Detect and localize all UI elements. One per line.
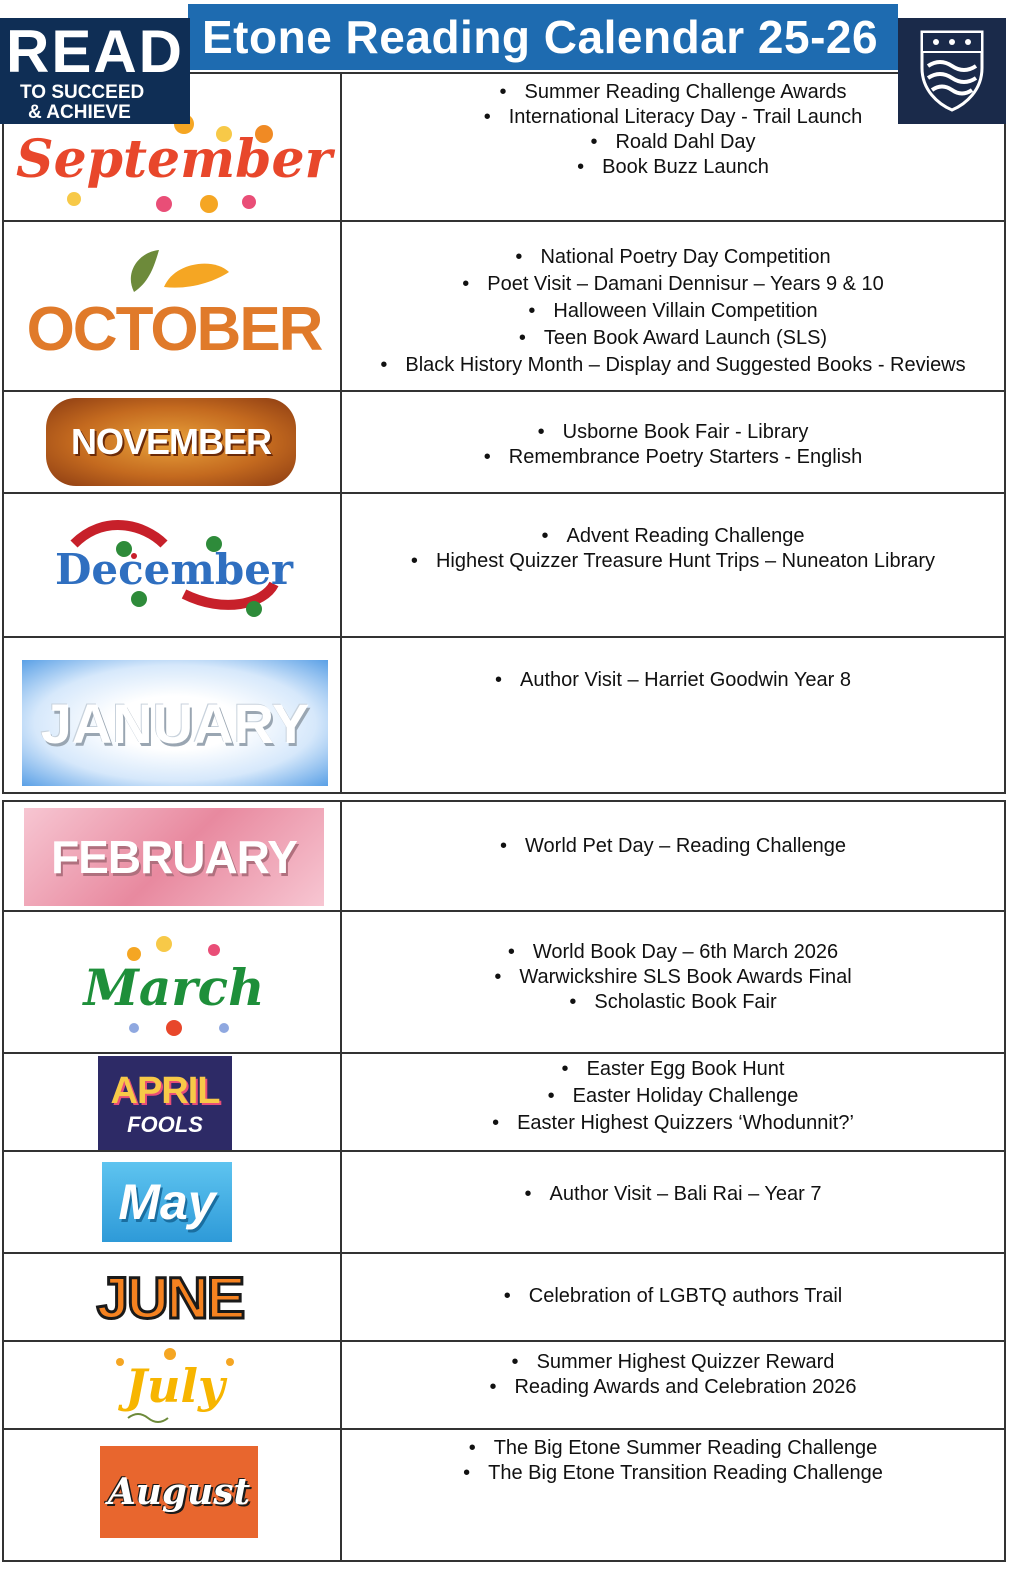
- events-cell: [342, 802, 1004, 910]
- month-label: APRIL: [110, 1070, 220, 1112]
- month-label: July: [125, 1359, 225, 1413]
- event-item: • International Literacy Day - Trail Launch: [342, 105, 1004, 130]
- month-label: JANUARY: [40, 691, 310, 755]
- event-item: • Teen Book Award Launch (SLS): [342, 325, 1004, 352]
- month-label: December: [54, 544, 294, 594]
- page-title: Etone Reading Calendar 25-26: [202, 11, 879, 63]
- events-cell: [342, 638, 1004, 792]
- month-row-june: [2, 1254, 1006, 1342]
- month-row-february: [2, 800, 1006, 912]
- month-image-cell: [4, 494, 342, 636]
- events-cell: [342, 1430, 1004, 1560]
- events-cell: [342, 494, 1004, 636]
- event-item: • National Poetry Day Competition: [342, 244, 1004, 271]
- event-item: • Reading Awards and Celebration 2026: [342, 1375, 1004, 1400]
- month-image-cell: [4, 392, 342, 492]
- event-item: • The Big Etone Transition Reading Challenge: [342, 1461, 1004, 1486]
- october-image: [26, 242, 322, 372]
- month-row-november: [2, 392, 1006, 494]
- event-item: • Scholastic Book Fair: [342, 990, 1004, 1015]
- month-image-cell: [4, 1342, 342, 1428]
- month-image-cell: [4, 1054, 342, 1150]
- month-label: March: [83, 957, 265, 1017]
- events-cell: [342, 912, 1004, 1052]
- month-label-2: FOOLS: [127, 1112, 203, 1137]
- month-label: OCTOBER: [26, 294, 322, 364]
- school-crest-icon: [898, 18, 1006, 124]
- event-list: [342, 1350, 1004, 1400]
- month-label: August: [107, 1471, 251, 1513]
- month-label: September: [16, 128, 332, 190]
- event-item: • Halloween Villain Competition: [342, 298, 1004, 325]
- month-label: FEBRUARY: [51, 831, 297, 883]
- event-list: [342, 524, 1004, 574]
- month-row-april: [2, 1054, 1006, 1152]
- event-item: • Advent Reading Challenge: [342, 524, 1004, 549]
- month-image-cell: [4, 1152, 342, 1252]
- february-image: [24, 808, 324, 906]
- month-image-cell: [4, 222, 342, 390]
- event-item: • Black History Month – Display and Suggested Books - Reviews: [342, 352, 1004, 379]
- month-row-july: [2, 1342, 1006, 1430]
- month-row-march: [2, 912, 1006, 1054]
- month-label: May: [118, 1174, 216, 1230]
- event-item: • Warwickshire SLS Book Awards Final: [342, 965, 1004, 990]
- month-label: NOVEMBER: [70, 421, 272, 462]
- may-image: [102, 1162, 232, 1242]
- events-cell: [342, 1342, 1004, 1428]
- event-item: • Remembrance Poetry Starters - English: [342, 445, 1004, 470]
- month-image-cell: [4, 1430, 342, 1560]
- event-item: • Roald Dahl Day: [342, 130, 1004, 155]
- month-row-may: [2, 1152, 1006, 1254]
- events-cell: [342, 1054, 1004, 1150]
- april-image: [98, 1056, 232, 1150]
- event-list: [342, 420, 1004, 470]
- november-image: [46, 398, 296, 486]
- event-list: [342, 244, 1004, 379]
- event-item: • Highest Quizzer Treasure Hunt Trips – Nuneaton Library: [342, 549, 1004, 574]
- logo-word: READ: [6, 18, 185, 85]
- month-row-august: [2, 1430, 1006, 1562]
- events-cell: [342, 392, 1004, 492]
- event-item: • Book Buzz Launch: [342, 155, 1004, 180]
- event-item: • Poet Visit – Damani Dennisur – Years 9 & 10: [342, 271, 1004, 298]
- events-cell: [342, 1254, 1004, 1340]
- events-cell: [342, 1152, 1004, 1252]
- month-image-cell: [4, 638, 342, 792]
- event-item: • Author Visit – Harriet Goodwin Year 8: [342, 668, 1004, 693]
- event-item: • World Book Day – 6th March 2026: [342, 940, 1004, 965]
- month-label: JUNE: [96, 1265, 244, 1331]
- event-item: • Author Visit – Bali Rai – Year 7: [342, 1182, 1004, 1207]
- month-row-december: [2, 494, 1006, 638]
- event-list: [342, 834, 1004, 859]
- event-item: • Easter Highest Quizzers ‘Whodunnit?’: [342, 1110, 1004, 1137]
- events-cell: [342, 222, 1004, 390]
- event-item: • Easter Egg Book Hunt: [342, 1056, 1004, 1083]
- month-row-january: [2, 638, 1006, 794]
- event-item: • The Big Etone Summer Reading Challenge: [342, 1436, 1004, 1461]
- event-list: [342, 940, 1004, 1015]
- event-list: [342, 1436, 1004, 1486]
- month-image-cell: [4, 802, 342, 910]
- event-list: [342, 1284, 1004, 1309]
- event-item: • Summer Reading Challenge Awards: [342, 80, 1004, 105]
- january-image: [22, 660, 328, 786]
- event-item: • Celebration of LGBTQ authors Trail: [342, 1284, 1004, 1309]
- logo-line-2: & ACHIEVE: [28, 102, 131, 123]
- july-image: [100, 1346, 250, 1426]
- event-list: [342, 1182, 1004, 1207]
- month-image-cell: [4, 912, 342, 1052]
- event-item: • Usborne Book Fair - Library: [342, 420, 1004, 445]
- month-row-october: [2, 222, 1006, 392]
- logo-line-1: TO SUCCEED: [20, 82, 145, 103]
- june-image: [80, 1262, 260, 1334]
- event-item: • Easter Holiday Challenge: [342, 1083, 1004, 1110]
- read-logo: [0, 18, 190, 124]
- august-image: [100, 1446, 258, 1538]
- month-image-cell: [4, 1254, 342, 1340]
- event-item: • World Pet Day – Reading Challenge: [342, 834, 1004, 859]
- event-item: • Summer Highest Quizzer Reward: [342, 1350, 1004, 1375]
- december-image: [54, 514, 294, 624]
- event-list: [342, 668, 1004, 693]
- event-list: [342, 1056, 1004, 1137]
- march-image: [74, 932, 274, 1042]
